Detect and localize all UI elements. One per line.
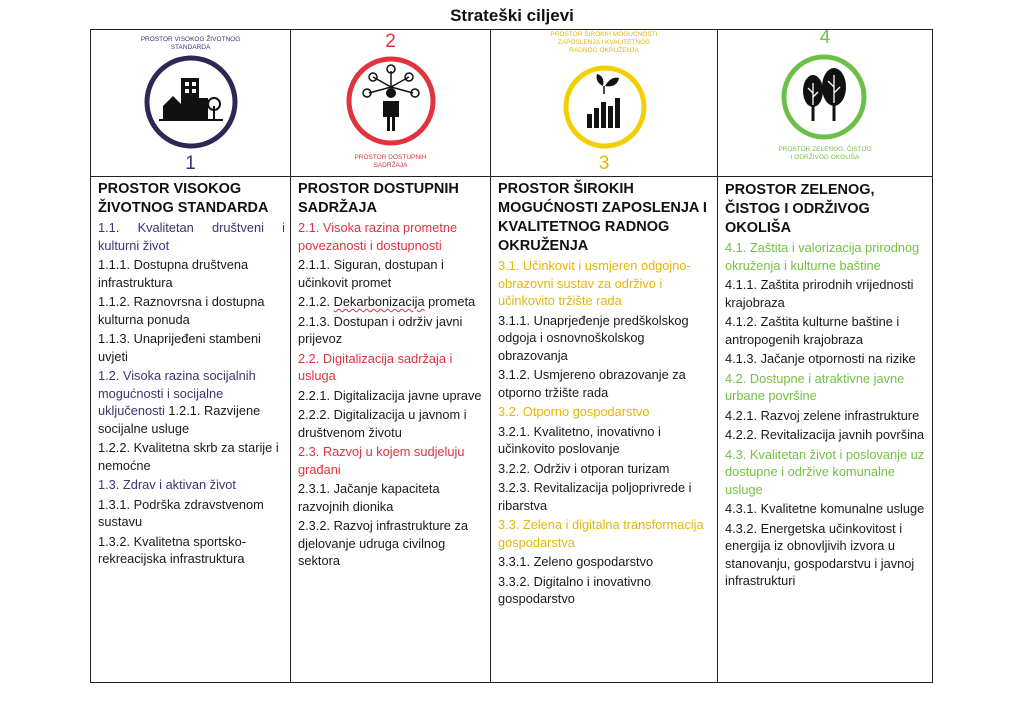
goal-3-icon-caption: PROSTOR ŠIROKIH MOGUĆNOSTI ZAPOSLENJA I KVALITETNOG RADNOG OKRUŽENJA (550, 31, 658, 54)
measure-2-2-2: 2.2.2. Digitalizacija u javnom i društvenom životu (298, 407, 467, 440)
goal-3-number: 3 (598, 153, 610, 174)
priority-4-2: 4.2. Dostupne i atraktivne javne urbane površine (725, 370, 905, 403)
measure-3-2-3: 3.2.3. Revitalizacija poljoprivrede i ribarstva (498, 480, 692, 513)
measure-1-1-3: 1.1.3. Unaprijeđeni stambeni uvjeti (98, 331, 261, 364)
measure-2-1-3: 2.1.3. Dostupan i održiv javni prijevoz (298, 313, 463, 346)
measure-4-3-1: 4.3.1. Kvalitetne komunalne usluge (725, 501, 925, 516)
icons-row (91, 30, 933, 177)
measure-1-3-2: 1.3.2. Kvalitetna sportsko-rekreacijska infrastruktura (98, 533, 246, 566)
strategic-goals-table (90, 29, 933, 683)
goal-2-text-cell (291, 177, 491, 683)
priority-2-2: 2.2. Digitalizacija sadržaja i usluga (298, 350, 453, 383)
measure-2-3-2: 2.3.2. Razvoj infrastrukture za djelovanje udruga civilnog sektora (298, 518, 468, 568)
person-network-icon (345, 55, 437, 147)
goal-2-heading: PROSTOR DOSTUPNIH SADRŽAJA (298, 181, 459, 216)
measure-3-3-1: 3.3.1. Zeleno gospodarstvo (498, 554, 654, 569)
priority-3-3: 3.3. Zelena i digitalna transformacija gospodarstva (498, 517, 704, 550)
measure-4-2-2: 4.2.2. Revitalizacija javnih površina (725, 427, 925, 442)
goal-2-icon-caption: PROSTOR DOSTUPNIH SADRŽAJA (354, 154, 427, 169)
priority-1-2: 1.2. Visoka razina socijalnih mogućnosti i socijalne uključenosti (98, 368, 256, 418)
goal-1-heading: PROSTOR VISOKOG ŽIVOTNOG STANDARDA (98, 181, 269, 216)
priority-1-3: 1.3. Zdrav i aktivan život (98, 477, 236, 492)
measure-4-3-2: 4.3.2. Energetska učinkovitost i energija iz obnovljivih izvora u stanovanju, gospodarstvu i javnoj infrastrukturi (725, 520, 915, 588)
measure-2-1-2-prefix: 2.1.2. (298, 294, 334, 309)
trees-icon (780, 53, 868, 141)
goal-1-number: 1 (185, 153, 196, 174)
measure-1-3-1: 1.3.1. Podrška zdravstvenom sustavu (98, 496, 264, 529)
text-row (91, 177, 933, 683)
goal-2-icon-cell (291, 30, 491, 177)
goal-1-icon-caption: PROSTOR VISOKOG ŽIVOTNOG STANDARDA (140, 36, 241, 51)
goal-4-icon-caption: PROSTOR ZELENOG, ČISTOG I ODRŽIVOG OKOLIŠA (778, 146, 872, 161)
goal-3-text-cell (491, 177, 718, 683)
priority-4-3: 4.3. Kvalitetan život i poslovanje uz dostupne i održive komunalne usluge (725, 446, 925, 497)
measure-2-1-2-word: Dekarbonizacija (333, 294, 425, 309)
goal-1-icon-cell (91, 30, 291, 177)
measure-4-1-3: 4.1.3. Jačanje otpornosti na rizike (725, 351, 916, 366)
goal-2-number: 2 (385, 31, 396, 52)
measure-3-3-2: 3.3.2. Digitalno i inovativno gospodarstvo (498, 573, 651, 606)
priority-4-1: 4.1. Zaštita i valorizacija prirodnog okruženja i kulturne baštine (725, 240, 920, 273)
priority-2-3: 2.3. Razvoj u kojem sudjeluju građani (298, 444, 465, 477)
measure-3-2-1: 3.2.1. Kvalitetno, inovativno i učinkovito poslovanje (498, 423, 661, 456)
goal-3-heading-b: KVALITETNOG RADNOG OKRUŽENJA (498, 219, 670, 254)
measure-2-2-1: 2.2.1. Digitalizacija javne uprave (298, 387, 482, 403)
measure-4-1-1: 4.1.1. Zaštita prirodnih vrijednosti krajobraza (725, 277, 914, 310)
measure-4-1-2: 4.1.2. Zaštita kulturne baštine i antropogenih krajobraza (725, 314, 900, 347)
measure-1-2-1: 1.2.1. Razvijene socijalne usluge (98, 403, 261, 436)
goal-1-text-cell (91, 177, 291, 683)
priority-3-2: 3.2. Otporno gospodarstvo (498, 404, 650, 419)
priority-2-1: 2.1. Visoka razina prometne povezanosti i dostupnosti (298, 220, 458, 253)
priority-1-2-block (98, 367, 285, 437)
measure-2-1-2 (298, 293, 485, 311)
measure-3-1-1: 3.1.1. Unaprjeđenje predškolskog odgoja i osnovnoškolskog obrazovanja (498, 312, 689, 363)
measure-2-1-2-suffix: prometa (424, 294, 476, 309)
growth-chart-icon (562, 64, 648, 150)
city-house-icon (143, 54, 239, 150)
goal-3-icon-cell (491, 30, 718, 177)
goal-3-heading-a: PROSTOR ŠIROKIH MOGUĆNOSTI ZAPOSLENJA I (498, 181, 707, 216)
measure-1-2-2: 1.2.2. Kvalitetna skrb za starije i nemoćne (98, 440, 279, 473)
goal-4-text-cell (718, 177, 933, 683)
measure-2-3-1: 2.3.1. Jačanje kapaciteta razvojnih dionika (298, 481, 440, 514)
measure-1-1-2: 1.1.2. Raznovrsna i dostupna kulturna ponuda (98, 294, 265, 327)
goal-4-heading: PROSTOR ZELENOG, ČISTOG I ODRŽIVOG OKOLIŠA (725, 182, 875, 236)
measure-4-2-1: 4.2.1. Razvoj zelene infrastrukture (725, 407, 920, 423)
goal-4-number: 4 (819, 29, 831, 48)
priority-3-1: 3.1. Učinkovit i usmjeren odgojno-obrazovni sustav za održivo i učinkovito tržište rada (498, 258, 691, 308)
goal-4-icon-cell (718, 30, 933, 177)
measure-3-1-2: 3.1.2. Usmjereno obrazovanje za otporno tržište rada (498, 367, 686, 400)
priority-1-1: 1.1. Kvalitetan društveni i kulturni život (98, 220, 285, 253)
page-title: Strateški ciljevi (450, 6, 574, 25)
measure-1-1-1: 1.1.1. Dostupna društvena infrastruktura (98, 257, 249, 290)
measure-2-1-1: 2.1.1. Siguran, dostupan i učinkovit promet (298, 257, 444, 290)
measure-3-2-2: 3.2.2. Održiv i otporan turizam (498, 460, 670, 476)
